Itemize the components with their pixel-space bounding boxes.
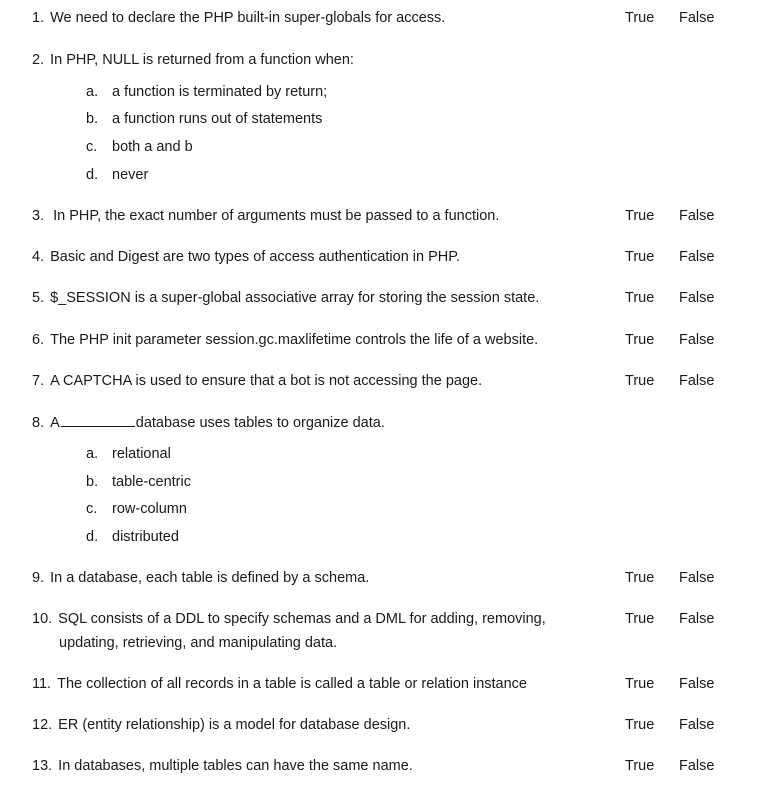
option-text: a function is terminated by return; — [112, 84, 328, 100]
question-number: 5. — [32, 290, 45, 306]
question-8 — [32, 414, 385, 431]
question-text: $_SESSION is a super-global associative array for storing the session state. — [50, 290, 540, 306]
question-number: 10. — [32, 611, 53, 627]
q7-false-option[interactable]: False — [679, 373, 715, 389]
question-number: 11. — [32, 676, 52, 692]
question-1 — [32, 10, 445, 26]
option-letter: c. — [86, 501, 98, 517]
question-number: 4. — [32, 249, 45, 265]
q13-false-option[interactable]: False — [679, 758, 715, 774]
option-letter: d. — [86, 529, 99, 545]
question-number: 7. — [32, 373, 45, 389]
q4-false-option[interactable]: False — [679, 249, 715, 265]
question-number: 3. — [32, 208, 45, 224]
question-text-after-blank: database uses tables to organize data. — [135, 415, 385, 431]
q10-true-option[interactable]: True — [625, 611, 655, 627]
q8-option-b[interactable] — [86, 474, 191, 490]
question-number: 9. — [32, 570, 45, 586]
question-text: A CAPTCHA is used to ensure that a bot is not accessing the page. — [50, 373, 483, 389]
q2-option-d[interactable] — [86, 167, 148, 183]
option-letter: c. — [86, 139, 98, 155]
option-text: row-column — [112, 501, 187, 517]
q2-option-b[interactable] — [86, 111, 322, 127]
option-text: table-centric — [112, 474, 191, 490]
option-text: both a and b — [112, 139, 193, 155]
q8-option-a[interactable] — [86, 446, 171, 462]
option-letter: b. — [86, 111, 99, 127]
question-6 — [32, 332, 538, 348]
question-text: In PHP, NULL is returned from a function when: — [50, 52, 354, 68]
q6-true-option[interactable]: True — [625, 332, 655, 348]
q1-true-option[interactable]: True — [625, 10, 655, 26]
q9-false-option[interactable]: False — [679, 570, 715, 586]
q9-true-option[interactable]: True — [625, 570, 655, 586]
option-text: a function runs out of statements — [112, 111, 323, 127]
option-letter: d. — [86, 167, 99, 183]
q8-option-c[interactable] — [86, 501, 187, 517]
question-text: Basic and Digest are two types of access authentication in PHP. — [50, 249, 461, 265]
q12-true-option[interactable]: True — [625, 717, 655, 733]
question-text: We need to declare the PHP built-in super-globals for access. — [50, 10, 446, 26]
q5-true-option[interactable]: True — [625, 290, 655, 306]
question-10-line-2: updating, retrieving, and manipulating data. — [59, 635, 338, 651]
q3-true-option[interactable]: True — [625, 208, 655, 224]
question-number: 13. — [32, 758, 53, 774]
q4-true-option[interactable]: True — [625, 249, 655, 265]
question-text-before-blank: A — [50, 415, 60, 431]
fill-in-blank-line — [61, 414, 135, 427]
question-2 — [32, 52, 354, 68]
q11-true-option[interactable]: True — [625, 676, 655, 692]
q10-false-option[interactable]: False — [679, 611, 715, 627]
q2-option-c[interactable] — [86, 139, 193, 155]
option-letter: a. — [86, 84, 99, 100]
question-text: SQL consists of a DDL to specify schemas and a DML for adding, removing, — [58, 611, 546, 627]
question-4 — [32, 249, 460, 265]
question-7 — [32, 373, 482, 389]
question-text: In databases, multiple tables can have the same name. — [58, 758, 413, 774]
q1-false-option[interactable]: False — [679, 10, 715, 26]
question-text: The PHP init parameter session.gc.maxlifetime controls the life of a website. — [50, 332, 539, 348]
question-13 — [32, 758, 413, 774]
q5-false-option[interactable]: False — [679, 290, 715, 306]
question-10 — [32, 611, 546, 627]
option-text: distributed — [112, 529, 179, 545]
question-text: In PHP, the exact number of arguments must be passed to a function. — [53, 208, 500, 224]
q11-false-option[interactable]: False — [679, 676, 715, 692]
q2-option-a[interactable] — [86, 84, 327, 100]
question-number: 12. — [32, 717, 53, 733]
question-12 — [32, 717, 410, 733]
q12-false-option[interactable]: False — [679, 717, 715, 733]
q3-false-option[interactable]: False — [679, 208, 715, 224]
option-letter: b. — [86, 474, 99, 490]
question-3 — [32, 208, 499, 224]
q8-option-d[interactable] — [86, 529, 179, 545]
option-letter: a. — [86, 446, 99, 462]
option-text: relational — [112, 446, 171, 462]
q6-false-option[interactable]: False — [679, 332, 715, 348]
question-text: In a database, each table is defined by a schema. — [50, 570, 370, 586]
question-text: The collection of all records in a table is called a table or relation instance — [57, 676, 527, 692]
question-number: 2. — [32, 52, 45, 68]
question-number: 1. — [32, 10, 45, 26]
question-text: ER (entity relationship) is a model for database design. — [58, 717, 411, 733]
question-11 — [32, 676, 527, 692]
question-9 — [32, 570, 369, 586]
question-number: 6. — [32, 332, 45, 348]
q13-true-option[interactable]: True — [625, 758, 655, 774]
q7-true-option[interactable]: True — [625, 373, 655, 389]
question-5 — [32, 290, 539, 306]
option-text: never — [112, 167, 149, 183]
question-number: 8. — [32, 415, 45, 431]
